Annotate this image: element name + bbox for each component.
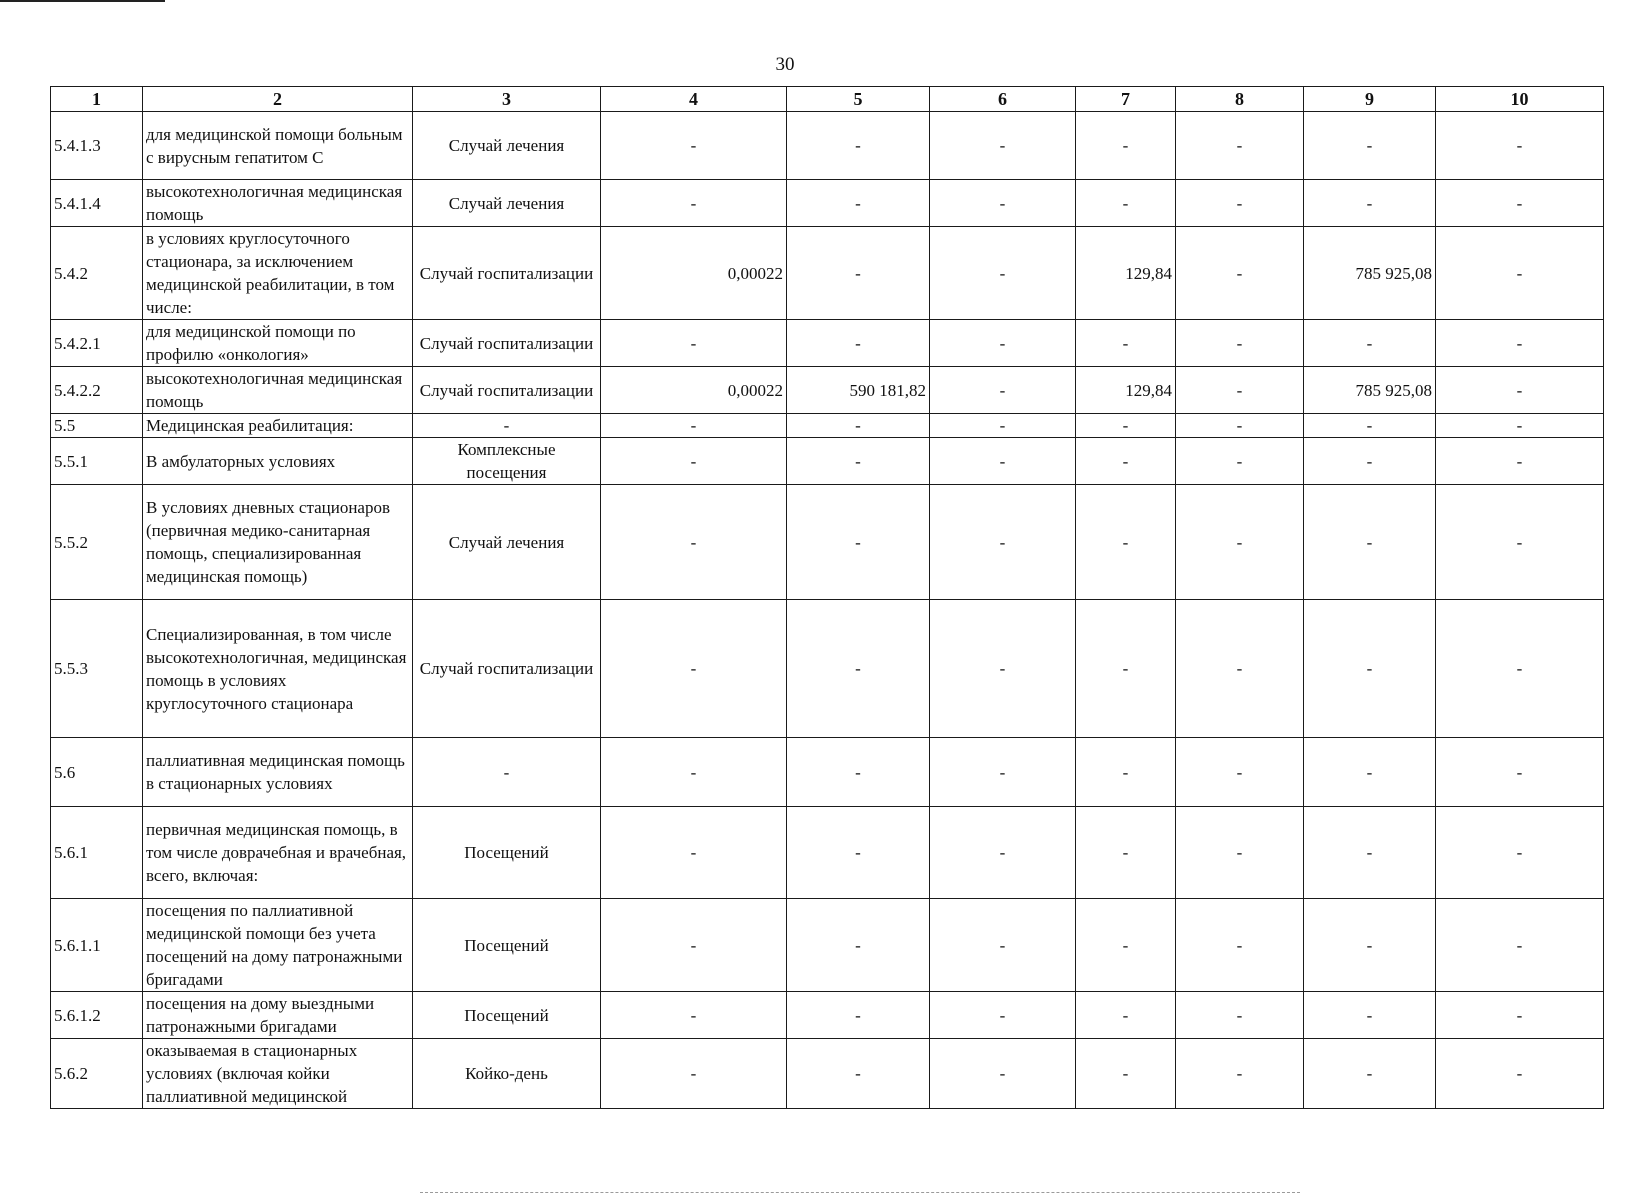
table-row [51,807,1604,899]
table-row [51,738,1604,807]
table-header [51,87,1604,112]
cell-col9: - [1304,320,1436,367]
row-name: для медицинской помощи по профилю «онкология» [143,320,413,367]
cell-col8: - [1176,738,1304,807]
indicators-table [50,86,1604,1109]
cell-col4: - [601,992,787,1039]
row-name: В условиях дневных стационаров (первичная медико-санитарная помощь, специализированная медицинская помощь) [143,485,413,600]
cell-col9: - [1304,112,1436,180]
cell-col5: - [787,320,930,367]
table-row [51,112,1604,180]
cell-col8: - [1176,414,1304,438]
row-unit: Случай госпитализации [413,320,601,367]
column-header: 4 [601,87,787,112]
cell-col5: - [787,1039,930,1109]
cell-col4: - [601,1039,787,1109]
cell-col7: - [1076,180,1176,227]
row-unit: Посещений [413,992,601,1039]
row-unit: - [413,414,601,438]
cell-col7: - [1076,485,1176,600]
table-row [51,600,1604,738]
cell-col4: - [601,112,787,180]
cell-col4: 0,00022 [601,367,787,414]
cell-col7: - [1076,600,1176,738]
row-name: для медицинской помощи больным с вирусным гепатитом С [143,112,413,180]
table-row [51,485,1604,600]
cell-col8: - [1176,1039,1304,1109]
cell-col8: - [1176,992,1304,1039]
cell-col9: - [1304,738,1436,807]
cell-col6: - [930,367,1076,414]
cell-col9: 785 925,08 [1304,227,1436,320]
column-header: 2 [143,87,413,112]
cell-col7: - [1076,992,1176,1039]
row-code: 5.4.2 [51,227,143,320]
table-row [51,227,1604,320]
cell-col10: - [1436,438,1604,485]
row-name: высокотехнологичная медицинская помощь [143,367,413,414]
cell-col9: - [1304,807,1436,899]
cell-col8: - [1176,600,1304,738]
row-name: паллиативная медицинская помощь в стационарных условиях [143,738,413,807]
cell-col9: 785 925,08 [1304,367,1436,414]
row-name: оказываемая в стационарных условиях (включая койки паллиативной медицинской [143,1039,413,1109]
cell-col5: - [787,807,930,899]
column-header: 6 [930,87,1076,112]
cell-col10: - [1436,600,1604,738]
page-number: 30 [775,54,795,75]
row-name: в условиях круглосуточного стационара, за исключением медицинской реабилитации, в том числе: [143,227,413,320]
row-unit: Случай госпитализации [413,227,601,320]
cell-col5: - [787,738,930,807]
column-header: 3 [413,87,601,112]
row-code: 5.6 [51,738,143,807]
cell-col7: - [1076,899,1176,992]
table-row [51,899,1604,992]
cell-col5: - [787,899,930,992]
table-row [51,414,1604,438]
cell-col4: - [601,414,787,438]
cell-col5: - [787,438,930,485]
cell-col6: - [930,899,1076,992]
cell-col8: - [1176,320,1304,367]
table-row [51,180,1604,227]
row-name: В амбулаторных условиях [143,438,413,485]
cell-col5: - [787,992,930,1039]
cell-col9: - [1304,600,1436,738]
cell-col9: - [1304,414,1436,438]
row-code: 5.5 [51,414,143,438]
cell-col10: - [1436,485,1604,600]
cell-col6: - [930,485,1076,600]
cell-col4: - [601,738,787,807]
cell-col8: - [1176,899,1304,992]
cell-col7: - [1076,738,1176,807]
cell-col9: - [1304,485,1436,600]
row-code: 5.5.1 [51,438,143,485]
row-name: высокотехнологичная медицинская помощь [143,180,413,227]
cell-col6: - [930,600,1076,738]
cell-col6: - [930,438,1076,485]
cell-col6: - [930,227,1076,320]
cell-col4: - [601,438,787,485]
cell-col5: - [787,485,930,600]
cell-col6: - [930,1039,1076,1109]
cell-col10: - [1436,367,1604,414]
row-unit: - [413,738,601,807]
table-row [51,438,1604,485]
cell-col8: - [1176,112,1304,180]
row-unit: Комплексные посещения [413,438,601,485]
row-code: 5.4.1.4 [51,180,143,227]
cell-col6: - [930,992,1076,1039]
row-code: 5.5.3 [51,600,143,738]
cell-col7: - [1076,807,1176,899]
row-unit: Случай госпитализации [413,600,601,738]
table-row [51,367,1604,414]
cell-col6: - [930,807,1076,899]
cell-col10: - [1436,807,1604,899]
cell-col9: - [1304,992,1436,1039]
cell-col6: - [930,738,1076,807]
row-code: 5.4.2.2 [51,367,143,414]
row-code: 5.5.2 [51,485,143,600]
column-header: 10 [1436,87,1604,112]
column-header: 5 [787,87,930,112]
cell-col9: - [1304,180,1436,227]
cell-col4: - [601,180,787,227]
cell-col7: - [1076,112,1176,180]
cell-col7: - [1076,438,1176,485]
scan-corner-mark [0,0,165,2]
row-name: посещения на дому выездными патронажными бригадами [143,992,413,1039]
column-header: 8 [1176,87,1304,112]
cell-col7: - [1076,320,1176,367]
row-code: 5.6.2 [51,1039,143,1109]
cell-col5: - [787,414,930,438]
row-code: 5.6.1 [51,807,143,899]
header-row [51,87,1604,112]
row-unit: Случай госпитализации [413,367,601,414]
cell-col7: - [1076,1039,1176,1109]
cell-col8: - [1176,807,1304,899]
cell-col7: - [1076,414,1176,438]
cell-col6: - [930,320,1076,367]
cell-col4: - [601,600,787,738]
row-unit: Койко-день [413,1039,601,1109]
cell-col10: - [1436,227,1604,320]
cell-col4: - [601,807,787,899]
footer-divider [420,1192,1300,1194]
table-body [51,112,1604,1109]
cell-col4: - [601,320,787,367]
cell-col5: - [787,600,930,738]
table-row [51,320,1604,367]
cell-col6: - [930,414,1076,438]
row-unit: Случай лечения [413,112,601,180]
cell-col8: - [1176,227,1304,320]
cell-col10: - [1436,414,1604,438]
cell-col4: - [601,899,787,992]
cell-col7: 129,84 [1076,227,1176,320]
cell-col10: - [1436,180,1604,227]
cell-col8: - [1176,180,1304,227]
row-name: Медицинская реабилитация: [143,414,413,438]
cell-col4: - [601,485,787,600]
row-code: 5.6.1.2 [51,992,143,1039]
row-unit: Случай лечения [413,485,601,600]
cell-col7: 129,84 [1076,367,1176,414]
cell-col10: - [1436,992,1604,1039]
row-unit: Случай лечения [413,180,601,227]
cell-col8: - [1176,485,1304,600]
column-header: 9 [1304,87,1436,112]
cell-col8: - [1176,438,1304,485]
cell-col10: - [1436,899,1604,992]
column-header: 1 [51,87,143,112]
cell-col5: - [787,112,930,180]
table-row [51,1039,1604,1109]
row-name: посещения по паллиативной медицинской помощи без учета посещений на дому патронажными бригадами [143,899,413,992]
cell-col5: - [787,227,930,320]
cell-col4: 0,00022 [601,227,787,320]
cell-col8: - [1176,367,1304,414]
cell-col6: - [930,112,1076,180]
cell-col9: - [1304,1039,1436,1109]
cell-col10: - [1436,320,1604,367]
row-code: 5.4.2.1 [51,320,143,367]
row-code: 5.4.1.3 [51,112,143,180]
cell-col10: - [1436,112,1604,180]
row-code: 5.6.1.1 [51,899,143,992]
cell-col9: - [1304,899,1436,992]
row-name: Специализированная, в том числе высокотехнологичная, медицинская помощь в условиях круглосуточного стационара [143,600,413,738]
table-row [51,992,1604,1039]
column-header: 7 [1076,87,1176,112]
cell-col9: - [1304,438,1436,485]
cell-col6: - [930,180,1076,227]
cell-col5: - [787,180,930,227]
cell-col5: 590 181,82 [787,367,930,414]
row-unit: Посещений [413,807,601,899]
row-unit: Посещений [413,899,601,992]
cell-col10: - [1436,738,1604,807]
cell-col10: - [1436,1039,1604,1109]
row-name: первичная медицинская помощь, в том числе доврачебная и врачебная, всего, включая: [143,807,413,899]
